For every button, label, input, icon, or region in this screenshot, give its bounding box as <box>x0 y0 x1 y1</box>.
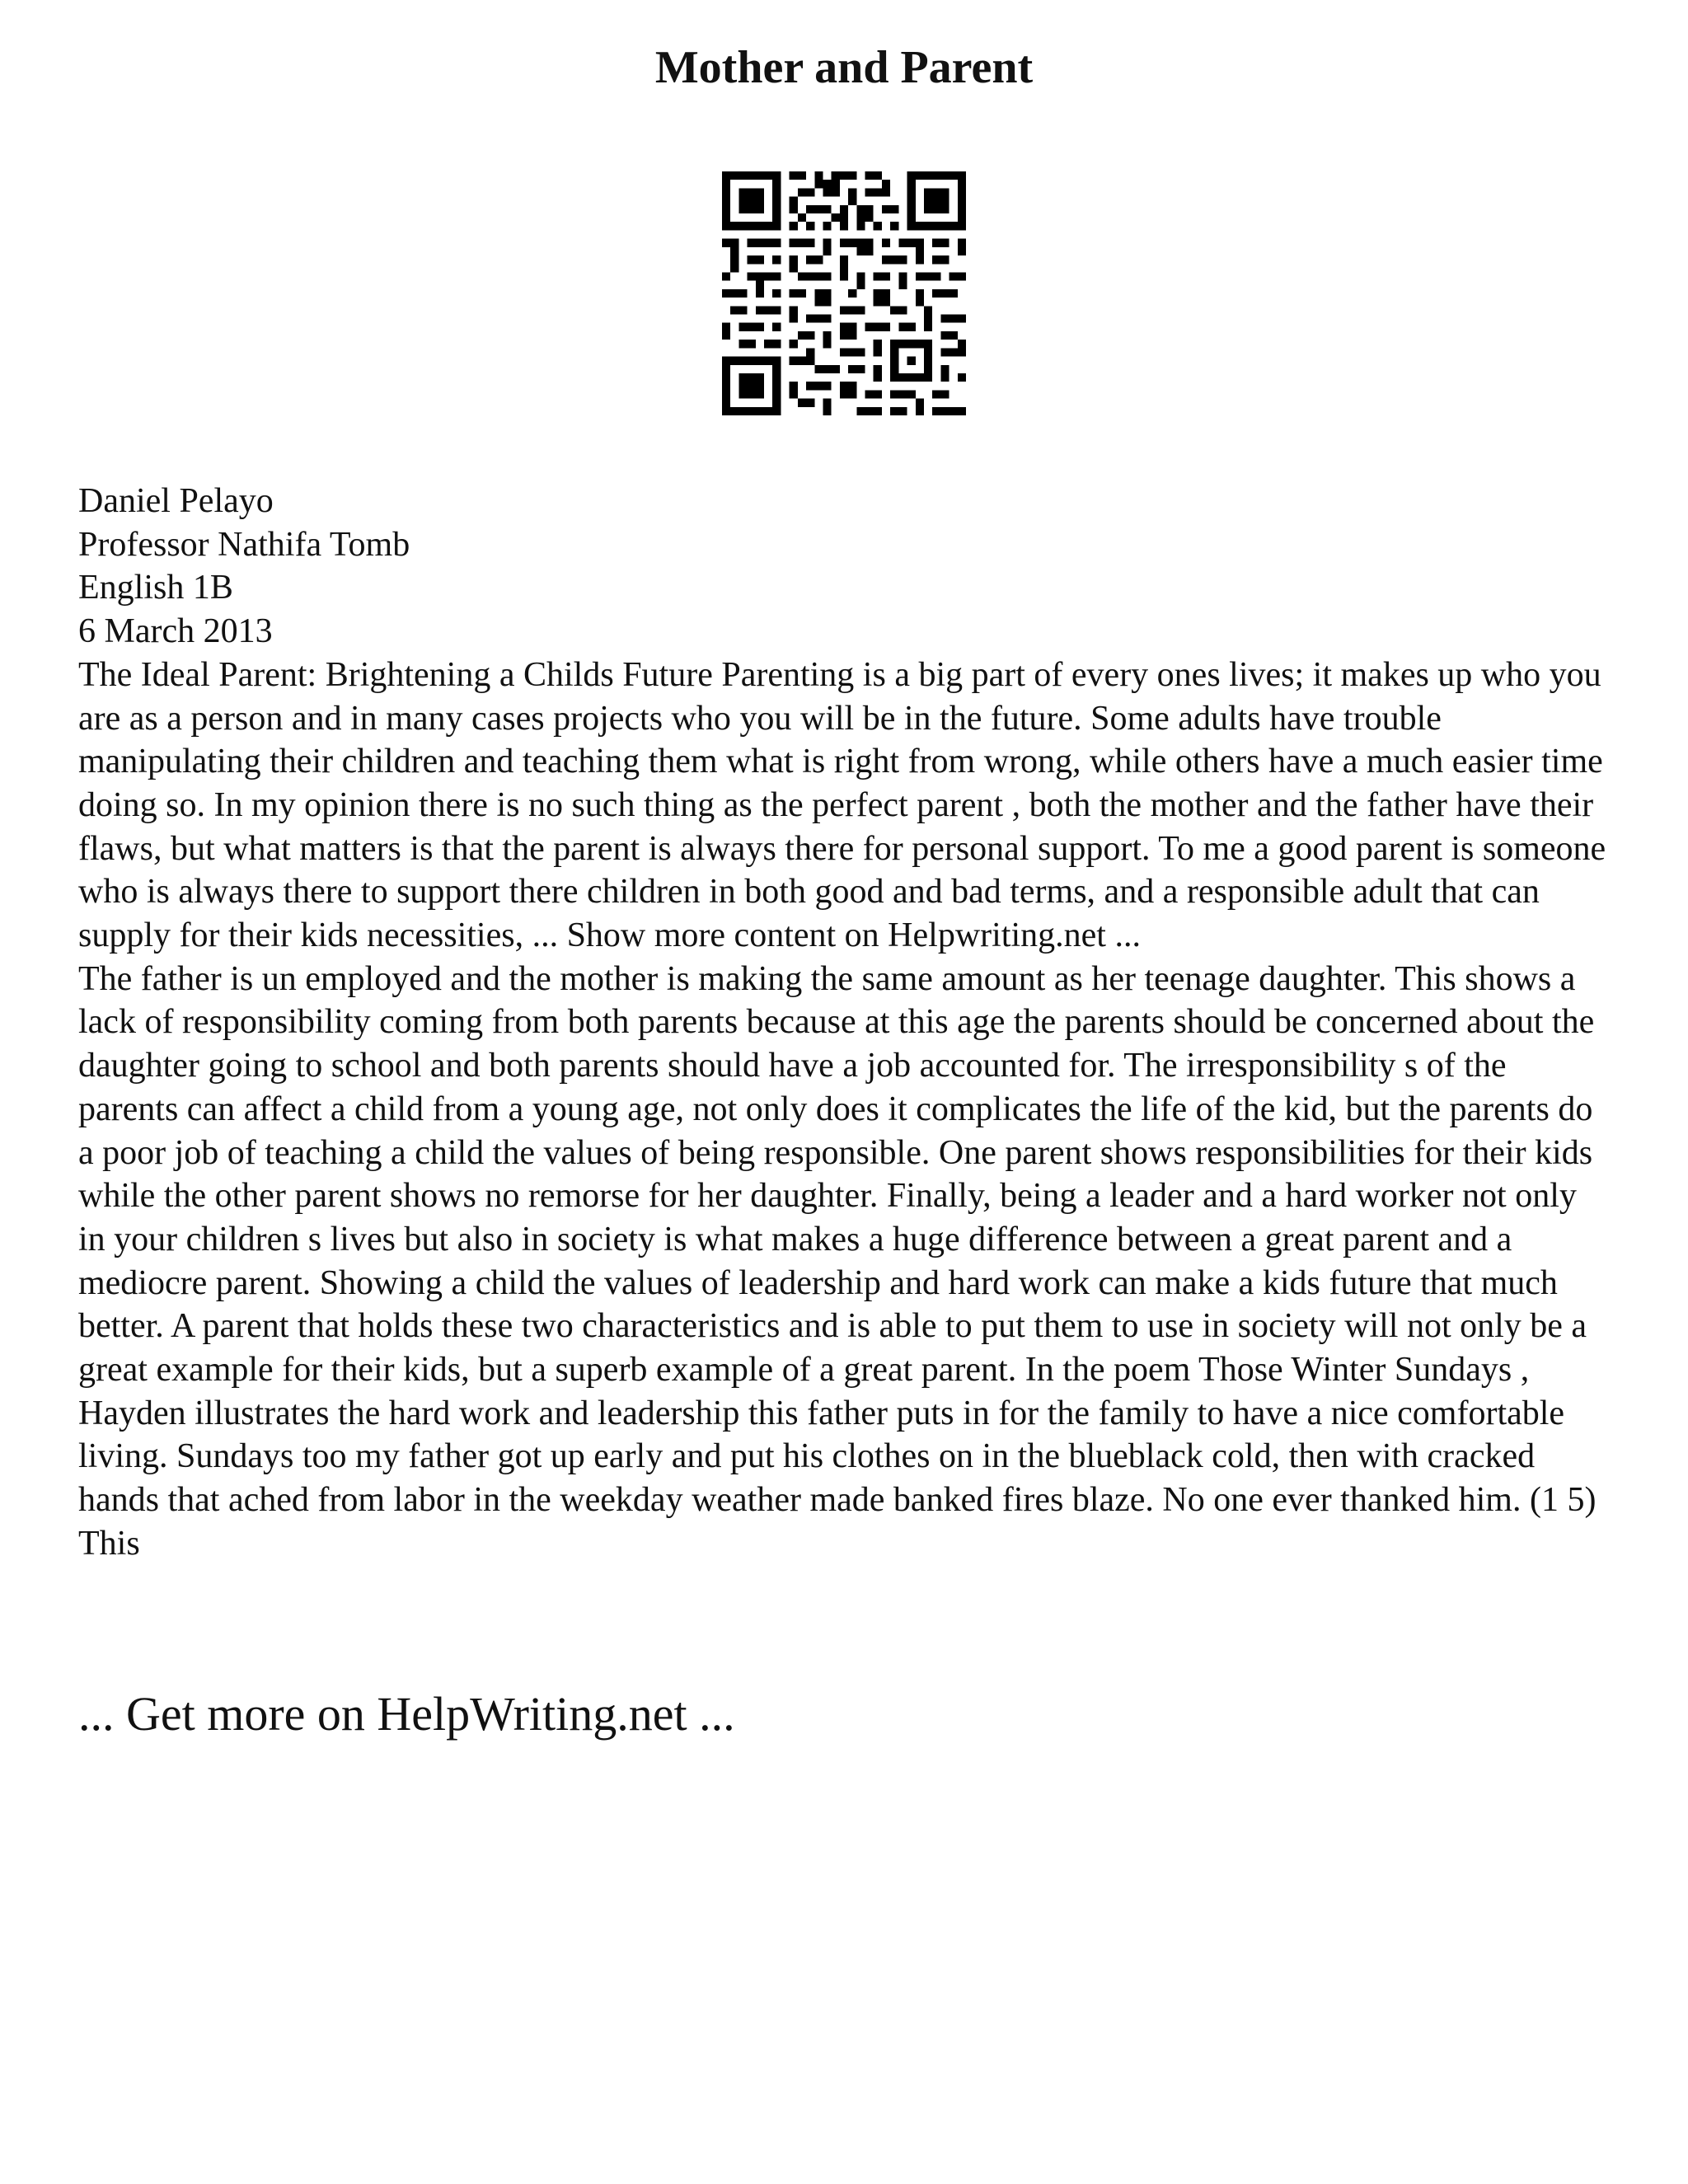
course-name: English 1B <box>78 569 233 607</box>
essay-date: 6 March 2013 <box>78 612 273 651</box>
essay-paragraph-2: The father is un employed and the mother is making the same amount as her teenage daughter. This shows a lack of responsibility coming from both parents because at this age the parents should be concerned about the daughter going to school and both parents should have a job accounted for. The irresponsibility s of the parents can affect a child from a young age, not only does it complicates the life of the kid, but the parents do a poor job of teaching a child the values of being responsible. One parent shows responsibilities for their kids while the other parent shows no remorse for her daughter. Finally, being a leader and a hard worker not only in your children s lives but also in society is what makes a huge difference between a great parent and a mediocre parent. Showing a child the values of leadership and hard work can make a kids future that much better. A parent that holds these two characteristics and is able to put them to use in society will not only be a great example for their kids, but a superb example of a great parent. In the poem Those Winter Sundays , Hayden illustrates the hard work and leadership this father puts in for the family to have a nice comfortable living. Sundays too my father got up early and put his clothes on in the blueblack cold, then with cracked hands that ached from labor in the weekday weather made banked fires blaze. No one ever thanked him. (1 5) This <box>78 959 1597 1563</box>
document-title: Mother and Parent <box>654 42 1034 93</box>
professor-name: Professor Nathifa Tomb <box>78 525 410 564</box>
qr-code-icon[interactable] <box>722 171 966 415</box>
essay-body <box>78 480 1611 1566</box>
essay-paragraph-1: The Ideal Parent: Brightening a Childs Future Parenting is a big part of every ones lives; it makes up who you are as a person and in many cases projects who you will be in the future. Some adults have trouble manipulating their children and teaching them what is right from wrong, while others have a much easier time doing so. In my opinion there is no such thing as the perfect parent , both the mother and the father have their flaws, but what matters is that the parent is always there for personal support. To me a good parent is someone who is always there to support there children in both good and bad terms, and a responsible adult that can supply for their kids necessities, ... Show more content on Helpwriting.net ... <box>78 655 1606 955</box>
author-name: Daniel Pelayo <box>78 482 274 520</box>
get-more-link[interactable]: ... Get more on HelpWriting.net ... <box>78 1687 735 1741</box>
